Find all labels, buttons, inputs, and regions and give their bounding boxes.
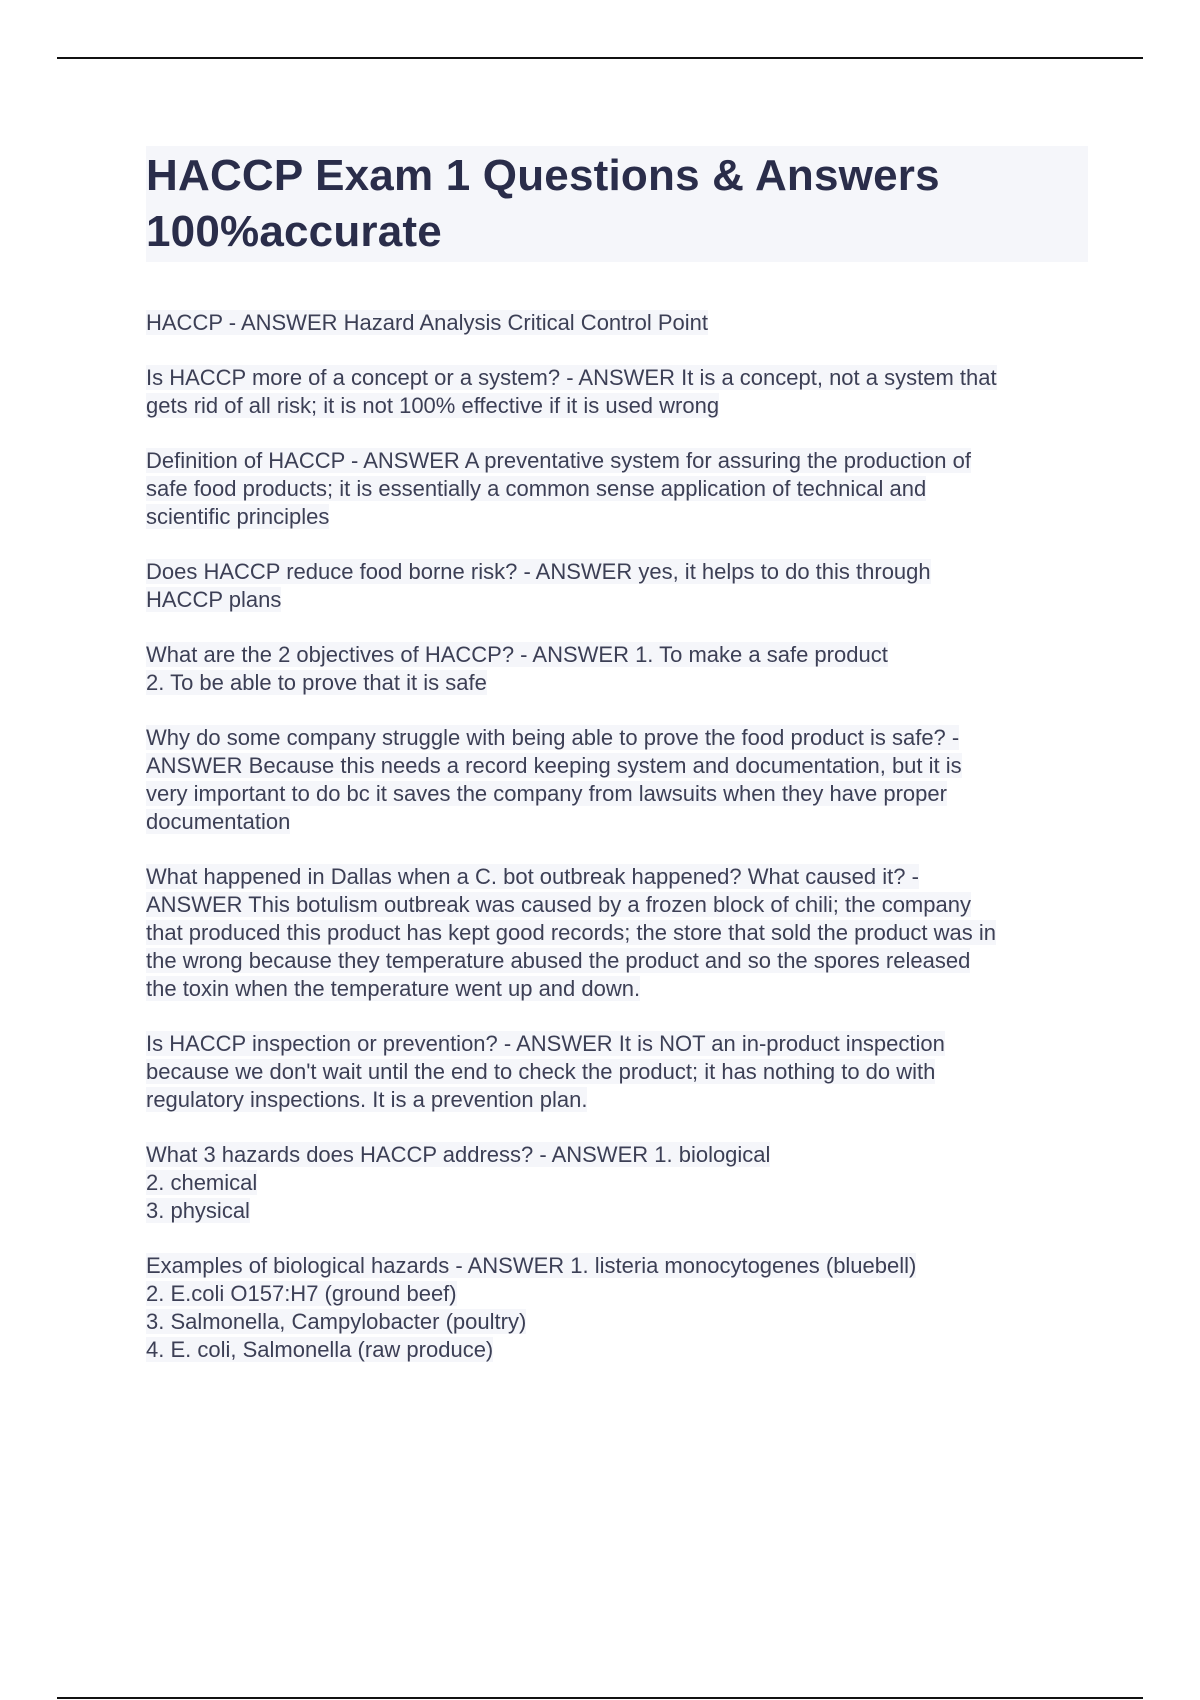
qa-line: What happened in Dallas when a C. bot outbreak happened? What caused it? - [146,864,919,889]
qa-line: 2. To be able to prove that it is safe [146,670,487,695]
qa-line: 3. Salmonella, Campylobacter (poultry) [146,1309,527,1334]
qa-item [146,309,1096,337]
qa-line: very important to do bc it saves the company from lawsuits when they have proper [146,781,947,806]
qa-item [146,558,1096,614]
top-divider [57,57,1143,59]
qa-line: regulatory inspections. It is a prevention plan. [146,1087,588,1112]
qa-line: ANSWER This botulism outbreak was caused by a frozen block of chili; the company [146,892,971,917]
qa-line: gets rid of all risk; it is not 100% effective if it is used wrong [146,393,720,418]
qa-line: that produced this product has kept good records; the store that sold the product was in [146,920,996,945]
qa-line: 2. E.coli O157:H7 (ground beef) [146,1281,457,1306]
qa-line: because we don't wait until the end to check the product; it has nothing to do with [146,1059,936,1084]
qa-item [146,641,1096,697]
qa-line: 2. chemical [146,1170,258,1195]
qa-line: Is HACCP inspection or prevention? - ANSWER It is NOT an in-product inspection [146,1031,945,1056]
qa-line: the toxin when the temperature went up and down. [146,976,641,1001]
qa-line: documentation [146,809,291,834]
qa-line: 3. physical [146,1198,250,1223]
qa-item [146,1141,1096,1225]
qa-item [146,1030,1096,1114]
title-block [146,146,1088,262]
qa-item [146,1252,1096,1364]
qa-item [146,863,1096,1003]
qa-item [146,447,1096,531]
page-title-line-2: 100%accurate [146,207,442,256]
qa-line: Why do some company struggle with being able to prove the food product is safe? - [146,725,960,750]
page-title-line-1: HACCP Exam 1 Questions & Answers [146,151,940,200]
qa-list [146,309,1096,1391]
qa-line: Is HACCP more of a concept or a system? - ANSWER It is a concept, not a system that [146,365,997,390]
qa-line: safe food products; it is essentially a common sense application of technical and [146,476,927,501]
qa-line: scientific principles [146,504,330,529]
qa-item [146,364,1096,420]
qa-line: What 3 hazards does HACCP address? - ANSWER 1. biological [146,1142,771,1167]
qa-line: HACCP plans [146,587,282,612]
qa-line: What are the 2 objectives of HACCP? - ANSWER 1. To make a safe product [146,642,888,667]
bottom-divider [57,1697,1143,1699]
qa-line: Does HACCP reduce food borne risk? - ANSWER yes, it helps to do this through [146,559,931,584]
qa-line: Examples of biological hazards - ANSWER 1. listeria monocytogenes (bluebell) [146,1253,917,1278]
qa-line: the wrong because they temperature abused the product and so the spores released [146,948,971,973]
page-title [146,148,1088,260]
qa-item [146,724,1096,836]
qa-line: ANSWER Because this needs a record keeping system and documentation, but it is [146,753,962,778]
qa-line: 4. E. coli, Salmonella (raw produce) [146,1337,494,1362]
qa-line: Definition of HACCP - ANSWER A preventative system for assuring the production of [146,448,971,473]
qa-line: HACCP - ANSWER Hazard Analysis Critical Control Point [146,310,708,335]
